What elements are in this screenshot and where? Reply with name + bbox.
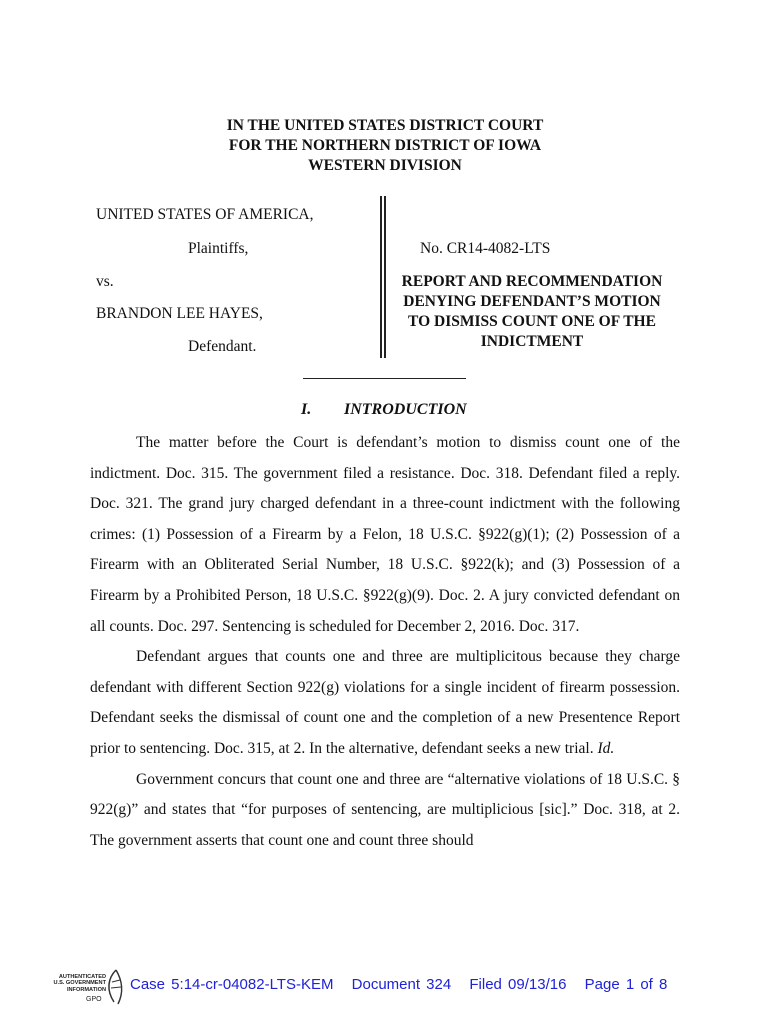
body-text	[90, 428, 680, 856]
document-title-line: INDICTMENT	[480, 333, 584, 350]
gpo-authentication-seal	[46, 968, 128, 1012]
seal-text-line: U.S. GOVERNMENT	[53, 980, 106, 987]
plaintiff-name: UNITED STATES OF AMERICA,	[96, 206, 314, 223]
footer-filed-date: Filed 09/13/16	[469, 976, 567, 993]
paragraph-2-text: Defendant argues that counts one and three are multiplicitous because they charge defendant with different Section 922(g) violations for a single incident of firearm possession. Defendant seeks the dismissal of count one and the completion of a new Presentence Report prior to sentencing. Doc. 315, at 2. In the alternative, defendant seeks a new trial.	[90, 648, 680, 757]
document-title-line: DENYING DEFENDANT’S MOTION	[403, 293, 661, 310]
paragraph-3: Government concurs that count one and three are “alternative violations of 18 U.S.C. § 922(g)” and states that “for purposes of sentencing, are multiplicious [sic].” Doc. 318, at 2. The government asserts that count one and count three should	[90, 770, 680, 849]
section-title: INTRODUCTION	[344, 401, 467, 418]
paragraph-2-cite: Id.	[597, 739, 615, 757]
caption-divider	[380, 196, 386, 358]
footer	[46, 968, 686, 1012]
eagle-icon	[104, 968, 128, 1008]
document-title-line: TO DISMISS COUNT ONE OF THE	[408, 313, 656, 330]
document-title	[392, 272, 672, 352]
paragraph-1: The matter before the Court is defendant’s motion to dismiss count one of the indictment. Doc. 315. The government filed a resistance. Doc. 318. Defendant filed a reply. Doc. 321. The grand jury charged defendant in a three-count indictment with the following crimes: (1) Possession of a Firearm by a Felon, 18 U.S.C. §922(g)(1); (2) Possession of a Firearm with an Obliterated Serial Number, 18 U.S.C. §922(k); and (3) Possession of a Firearm by a Prohibited Person, 18 U.S.C. §922(g)(9). Doc. 2. A jury convicted defendant on all counts. Doc. 297. Sentencing is scheduled for December 2, 2016. Doc. 317.	[90, 434, 680, 635]
document-title-line: REPORT AND RECOMMENDATION	[401, 273, 663, 290]
court-name-line: IN THE UNITED STATES DISTRICT COURT	[226, 117, 544, 134]
versus-label: vs.	[96, 273, 114, 290]
seal-gpo: GPO	[86, 996, 102, 1003]
filing-stamp	[130, 976, 679, 993]
seal-text-line: INFORMATION	[66, 986, 106, 993]
defendant-name: BRANDON LEE HAYES,	[96, 305, 263, 322]
separator-line	[303, 378, 466, 379]
seal-text	[46, 974, 106, 993]
plaintiff-role: Plaintiffs,	[188, 240, 249, 257]
footer-page: Page 1 of 8	[584, 976, 668, 993]
section-number: I.	[301, 401, 312, 418]
court-division-line: WESTERN DIVISION	[308, 157, 462, 174]
court-district-line: FOR THE NORTHERN DISTRICT OF IOWA	[228, 137, 542, 154]
case-number: No. CR14-4082-LTS	[420, 240, 551, 257]
paragraph-2	[90, 642, 680, 764]
footer-document: Document 324	[351, 976, 452, 993]
seal-text-line: AUTHENTICATED	[58, 974, 106, 980]
footer-case-number: Case 5:14-cr-04082-LTS-KEM	[130, 976, 334, 993]
court-header	[0, 116, 770, 176]
defendant-role: Defendant.	[188, 338, 257, 355]
